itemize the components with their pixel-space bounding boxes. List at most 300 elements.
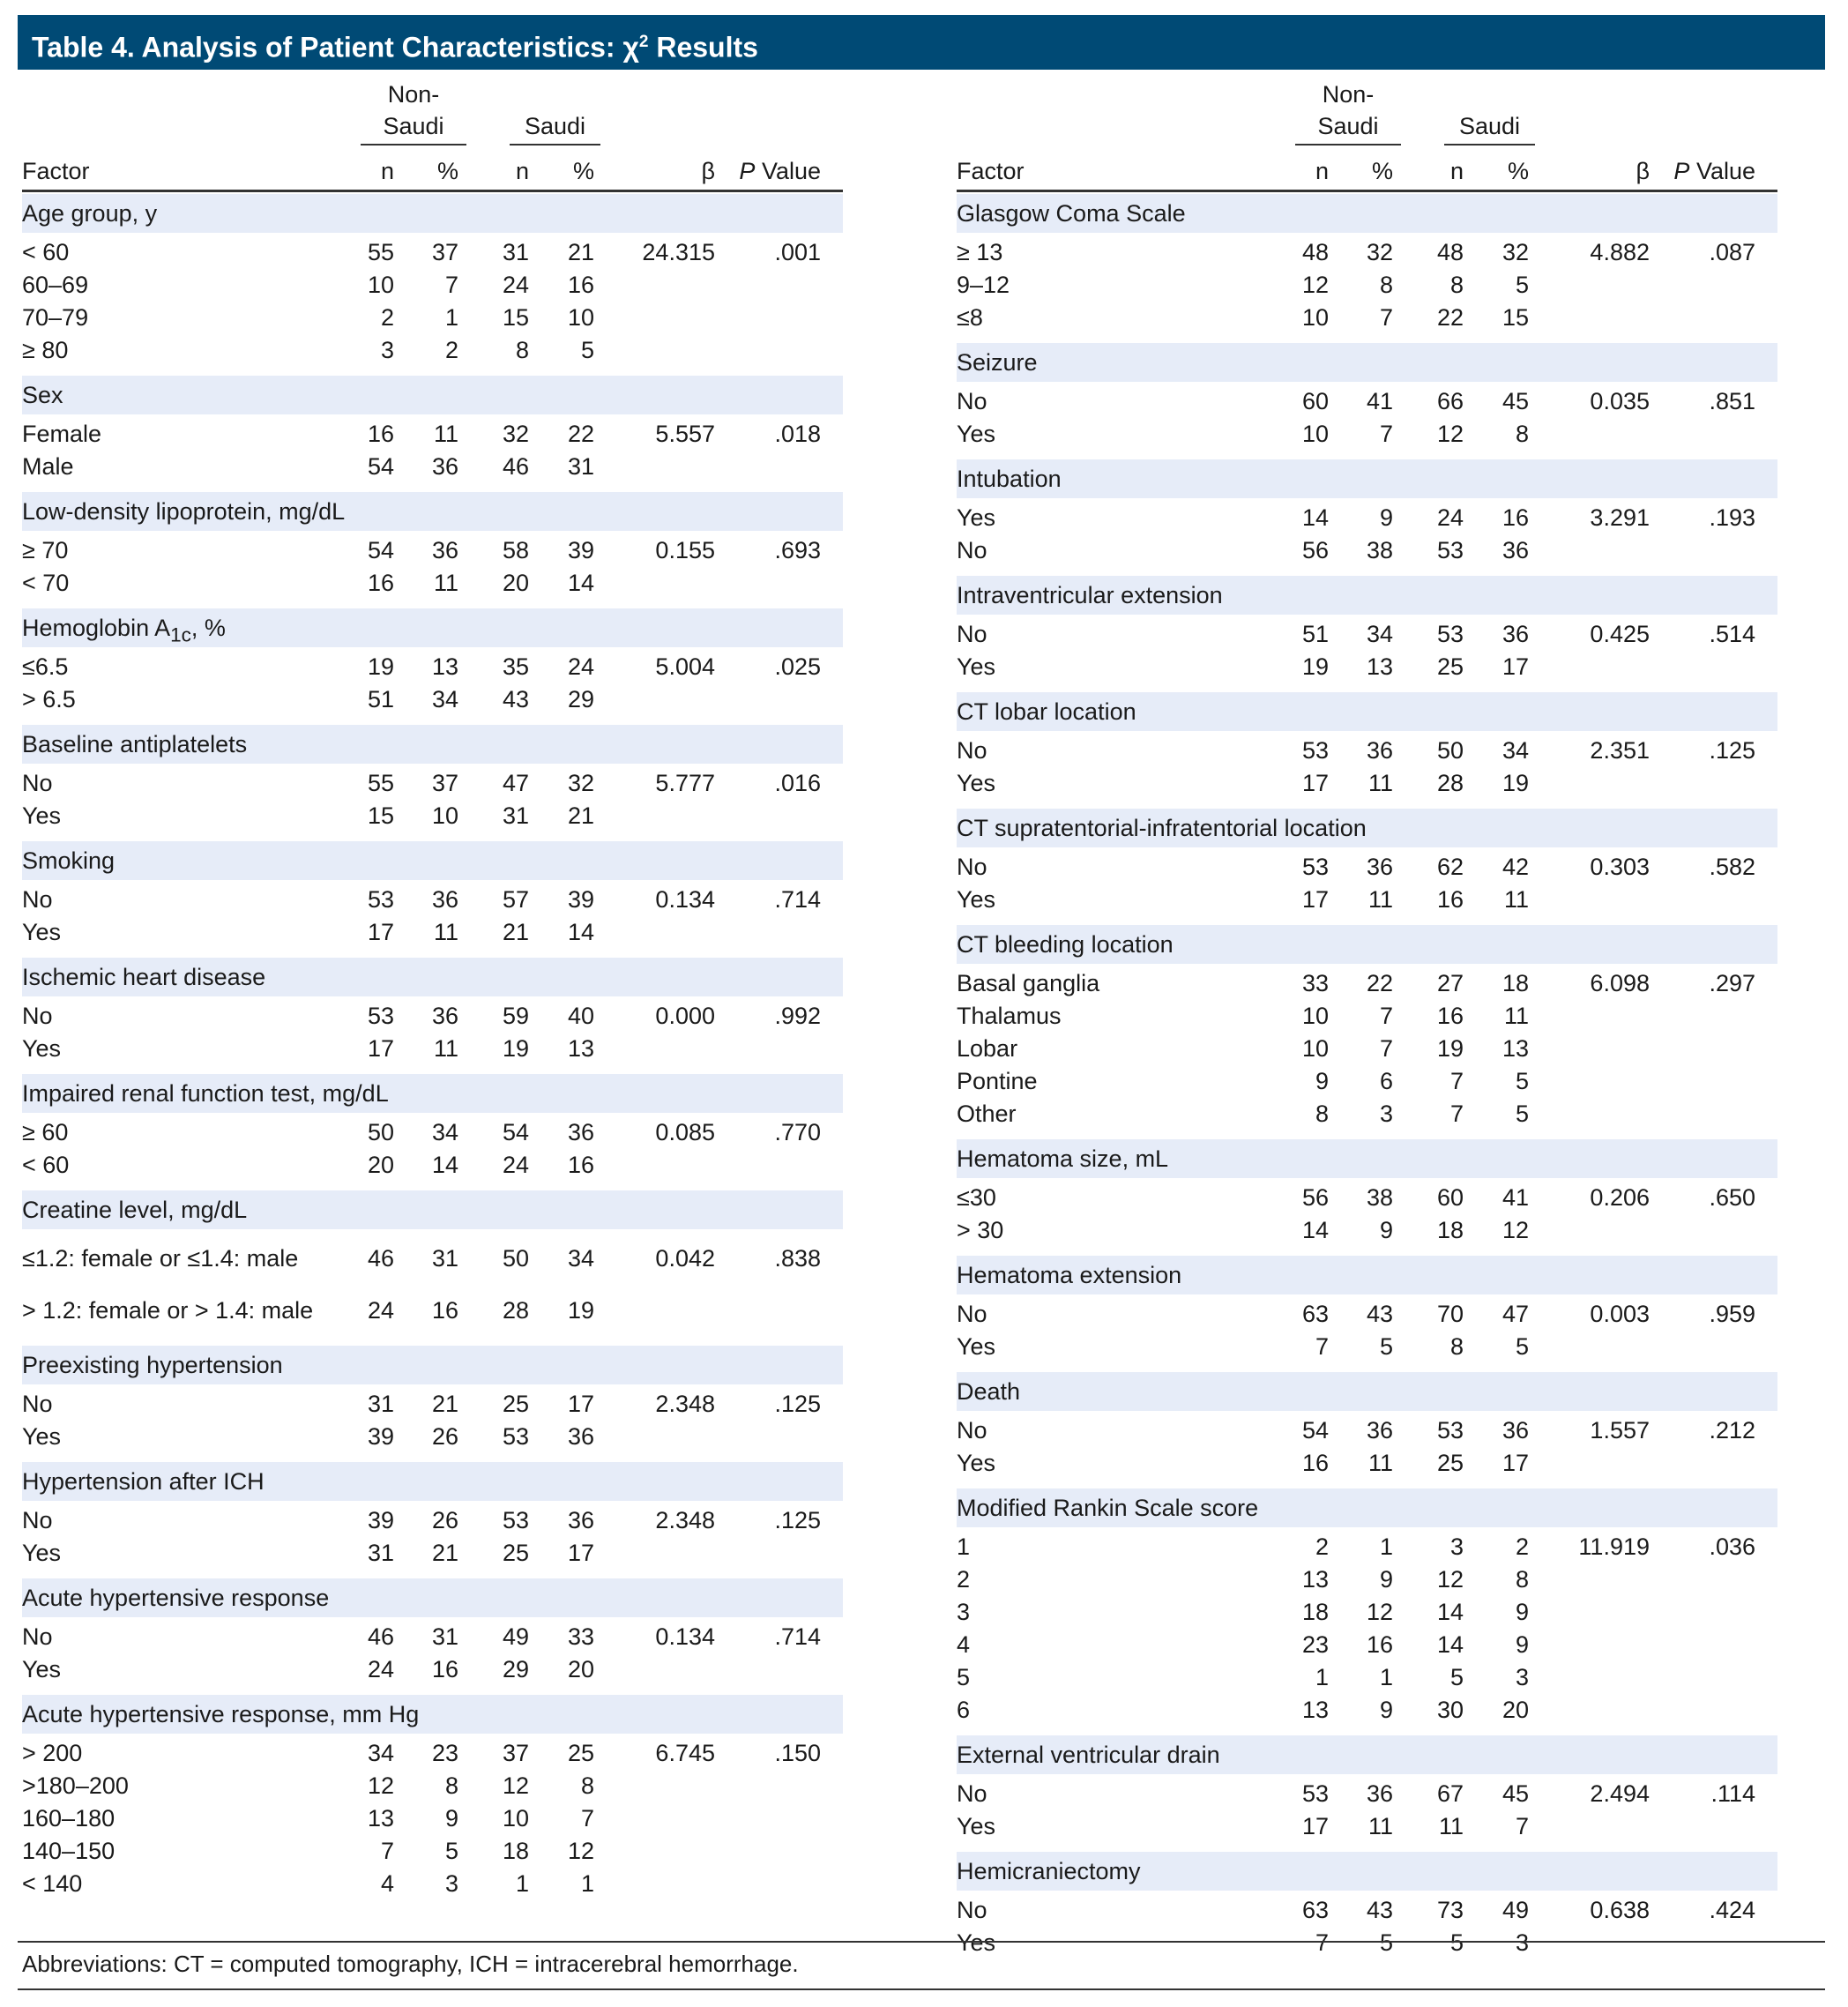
cell-nonsaudi-n: 54 xyxy=(367,453,394,480)
cell-saudi-n: 73 xyxy=(1436,1897,1464,1923)
group-title-text: Acute hypertensive response xyxy=(22,1585,330,1611)
cell-beta: 1.557 xyxy=(1590,1417,1650,1444)
cell-saudi-pct: 49 xyxy=(1502,1897,1529,1923)
table-row xyxy=(22,1000,843,1033)
cell-nonsaudi-n: 53 xyxy=(367,1003,394,1029)
cell-nonsaudi-pct: 3 xyxy=(1379,1100,1393,1127)
group-title-text: Ischemic heart disease xyxy=(22,964,266,990)
cell-saudi-pct: 36 xyxy=(567,1507,594,1533)
cell-saudi-pct: 36 xyxy=(1502,537,1529,563)
cell-saudi-pct: 9 xyxy=(1515,1599,1529,1625)
row-label: 3 xyxy=(957,1599,971,1625)
cell-saudi-pct: 40 xyxy=(567,1003,594,1029)
cell-saudi-pct: 2 xyxy=(1515,1533,1529,1560)
cell-nonsaudi-pct: 34 xyxy=(431,686,458,713)
cell-nonsaudi-n: 51 xyxy=(367,686,394,713)
cell-saudi-pct: 36 xyxy=(1502,621,1529,647)
group-title-text: Baseline antiplatelets xyxy=(22,731,248,757)
cell-beta: 2.494 xyxy=(1590,1780,1650,1807)
table-row xyxy=(22,269,843,302)
cell-nonsaudi-pct: 22 xyxy=(1366,970,1393,996)
cell-nonsaudi-n: 10 xyxy=(1301,304,1329,331)
row-label: 140–150 xyxy=(22,1838,116,1864)
cell-saudi-pct: 39 xyxy=(567,537,594,563)
table-row xyxy=(957,1694,1777,1727)
cell-beta: 0.085 xyxy=(655,1119,715,1145)
factor-group xyxy=(957,194,1777,341)
row-label: Yes xyxy=(957,421,996,447)
group-title xyxy=(957,692,1777,731)
cell-nonsaudi-pct: 16 xyxy=(431,1656,458,1682)
table-row xyxy=(957,884,1777,916)
cell-nonsaudi-n: 17 xyxy=(1301,770,1329,796)
cell-nonsaudi-pct: 11 xyxy=(433,919,458,945)
cell-p-value: .212 xyxy=(1709,1417,1755,1444)
header-p-value xyxy=(739,156,821,186)
cell-saudi-pct: 19 xyxy=(1502,770,1529,796)
table-title xyxy=(18,15,1825,70)
cell-saudi-pct: 15 xyxy=(1502,304,1529,331)
cell-p-value: .514 xyxy=(1709,621,1755,647)
cell-nonsaudi-pct: 7 xyxy=(1379,1035,1393,1062)
title-text-end: Results xyxy=(648,31,758,63)
cell-nonsaudi-pct: 38 xyxy=(1366,537,1393,563)
cell-nonsaudi-pct: 7 xyxy=(1379,304,1393,331)
cell-nonsaudi-pct: 9 xyxy=(1379,504,1393,531)
cell-saudi-pct: 45 xyxy=(1502,388,1529,414)
cell-nonsaudi-pct: 36 xyxy=(431,453,458,480)
row-label: No xyxy=(957,1780,987,1807)
cell-nonsaudi-n: 20 xyxy=(367,1152,394,1178)
cell-p-value: .297 xyxy=(1709,970,1755,996)
group-title-text: Sex xyxy=(22,382,63,408)
header-factor: Factor xyxy=(22,158,90,184)
header-saudi: Saudi xyxy=(524,113,586,139)
row-label: No xyxy=(957,1301,987,1327)
cell-saudi-n: 19 xyxy=(1436,1035,1464,1062)
table-row xyxy=(22,567,843,600)
factor-group xyxy=(957,459,1777,574)
group-title xyxy=(957,925,1777,964)
cell-saudi-pct: 9 xyxy=(1515,1631,1529,1658)
cell-saudi-pct: 39 xyxy=(567,886,594,913)
table-row xyxy=(957,1000,1777,1033)
cell-nonsaudi-n: 7 xyxy=(380,1838,394,1864)
cell-p-value: .770 xyxy=(774,1119,821,1145)
cell-saudi-n: 31 xyxy=(502,239,529,265)
cell-saudi-n: 21 xyxy=(502,919,529,945)
cell-saudi-pct: 36 xyxy=(567,1423,594,1450)
group-title xyxy=(22,841,843,880)
group-title xyxy=(22,958,843,996)
row-label: < 60 xyxy=(22,1152,70,1178)
row-label: No xyxy=(957,1897,987,1923)
cell-beta: 5.557 xyxy=(655,421,715,447)
group-title xyxy=(957,459,1777,498)
cell-saudi-n: 3 xyxy=(1449,1533,1464,1560)
cell-saudi-n: 53 xyxy=(1436,1417,1464,1444)
cell-nonsaudi-n: 7 xyxy=(1315,1929,1329,1956)
row-label: ≥ 60 xyxy=(22,1119,69,1145)
cell-nonsaudi-n: 39 xyxy=(367,1423,394,1450)
cell-nonsaudi-n: 18 xyxy=(1301,1599,1329,1625)
cell-beta: 0.425 xyxy=(1590,621,1650,647)
cell-saudi-pct: 47 xyxy=(1502,1301,1529,1327)
cell-nonsaudi-pct: 43 xyxy=(1366,1897,1393,1923)
cell-saudi-n: 53 xyxy=(1436,621,1464,647)
group-title-end: , % xyxy=(190,615,226,641)
group-title xyxy=(22,608,843,647)
row-label: < 140 xyxy=(22,1870,83,1897)
row-label: ≤8 xyxy=(957,304,983,331)
cell-saudi-n: 62 xyxy=(1436,854,1464,880)
cell-saudi-n: 7 xyxy=(1449,1100,1464,1127)
cell-saudi-n: 50 xyxy=(502,1245,529,1272)
cell-saudi-pct: 3 xyxy=(1515,1664,1529,1690)
cell-saudi-pct: 14 xyxy=(567,919,594,945)
header-beta: β xyxy=(1636,158,1650,184)
cell-beta: 0.206 xyxy=(1590,1184,1650,1211)
cell-nonsaudi-pct: 2 xyxy=(444,337,458,363)
cell-nonsaudi-pct: 11 xyxy=(1367,770,1393,796)
table-row xyxy=(22,1537,843,1570)
cell-saudi-n: 18 xyxy=(502,1838,529,1864)
group-title xyxy=(957,809,1777,847)
cell-saudi-n: 57 xyxy=(502,886,529,913)
factor-group xyxy=(22,1074,843,1189)
cell-nonsaudi-pct: 36 xyxy=(1366,1780,1393,1807)
row-label: Yes xyxy=(957,1333,996,1360)
cell-nonsaudi-n: 63 xyxy=(1301,1301,1329,1327)
cell-saudi-n: 8 xyxy=(515,337,529,363)
row-label: 5 xyxy=(957,1664,971,1690)
cell-saudi-pct: 5 xyxy=(1515,1333,1529,1360)
header-p-rest: Value xyxy=(755,158,821,184)
cell-nonsaudi-n: 8 xyxy=(1315,1100,1329,1127)
cell-nonsaudi-n: 10 xyxy=(367,272,394,298)
header-group-nonsaudi xyxy=(361,78,466,142)
header-nonsaudi-pct: % xyxy=(1371,158,1393,184)
cell-nonsaudi-n: 55 xyxy=(367,239,394,265)
table-row xyxy=(957,418,1777,451)
cell-nonsaudi-n: 9 xyxy=(1315,1068,1329,1094)
table-row xyxy=(22,1285,843,1337)
cell-saudi-n: 24 xyxy=(502,272,529,298)
cell-nonsaudi-pct: 11 xyxy=(433,570,458,596)
group-title-text: Hematoma extension xyxy=(957,1262,1182,1288)
cell-beta: 0.035 xyxy=(1590,388,1650,414)
cell-saudi-pct: 5 xyxy=(1515,1068,1529,1094)
cell-saudi-pct: 22 xyxy=(567,421,594,447)
table-row xyxy=(957,1927,1777,1959)
table-row xyxy=(957,735,1777,767)
cell-beta: 0.000 xyxy=(655,1003,715,1029)
cell-nonsaudi-n: 46 xyxy=(367,1245,394,1272)
factor-group xyxy=(957,925,1777,1138)
group-title-subscript: 1c xyxy=(170,623,191,646)
group-title xyxy=(22,194,843,233)
cell-saudi-n: 70 xyxy=(1436,1301,1464,1327)
factor-group xyxy=(957,1256,1777,1370)
header-nonsaudi-n: n xyxy=(380,158,394,184)
table-row xyxy=(22,884,843,916)
cell-saudi-n: 32 xyxy=(502,421,529,447)
cell-nonsaudi-n: 10 xyxy=(1301,1035,1329,1062)
cell-nonsaudi-pct: 9 xyxy=(1379,1697,1393,1723)
table-row xyxy=(957,1298,1777,1331)
table-row xyxy=(957,1596,1777,1629)
group-title xyxy=(957,576,1777,615)
cell-saudi-n: 24 xyxy=(502,1152,529,1178)
table-row xyxy=(957,269,1777,302)
cell-nonsaudi-n: 17 xyxy=(1301,1813,1329,1839)
cell-p-value: .714 xyxy=(774,1623,821,1650)
group-title-text: Hypertension after ICH xyxy=(22,1468,265,1495)
cell-saudi-n: 5 xyxy=(1449,1929,1464,1956)
cell-nonsaudi-n: 23 xyxy=(1301,1631,1329,1658)
factor-group xyxy=(22,608,843,723)
cell-saudi-n: 25 xyxy=(1436,1450,1464,1476)
cell-saudi-n: 14 xyxy=(1436,1599,1464,1625)
table-row xyxy=(957,651,1777,683)
cell-saudi-pct: 13 xyxy=(567,1035,594,1062)
cell-p-value: .650 xyxy=(1709,1184,1755,1211)
cell-saudi-n: 30 xyxy=(1436,1697,1464,1723)
group-title-text: Preexisting hypertension xyxy=(22,1352,283,1378)
cell-nonsaudi-n: 12 xyxy=(367,1772,394,1799)
cell-nonsaudi-pct: 32 xyxy=(1366,239,1393,265)
cell-nonsaudi-pct: 34 xyxy=(1366,621,1393,647)
cell-nonsaudi-n: 39 xyxy=(367,1507,394,1533)
table-row xyxy=(957,851,1777,884)
cell-p-value: .114 xyxy=(1710,1780,1755,1807)
row-label: ≥ 70 xyxy=(22,537,69,563)
footer-rule-bottom xyxy=(18,1988,1825,1990)
cell-beta: 4.882 xyxy=(1590,239,1650,265)
cell-saudi-n: 67 xyxy=(1436,1780,1464,1807)
cell-saudi-n: 27 xyxy=(1436,970,1464,996)
table-row xyxy=(22,651,843,683)
group-title-text: Age group, y xyxy=(22,200,158,227)
cell-saudi-n: 18 xyxy=(1436,1217,1464,1243)
cell-saudi-pct: 42 xyxy=(1502,854,1529,880)
table-row xyxy=(22,1868,843,1900)
table-row xyxy=(957,1214,1777,1247)
header-group-underline xyxy=(510,144,600,145)
cell-nonsaudi-n: 53 xyxy=(1301,854,1329,880)
factor-group xyxy=(22,1578,843,1693)
cell-p-value: .036 xyxy=(1709,1533,1755,1560)
cell-nonsaudi-pct: 23 xyxy=(431,1740,458,1766)
cell-nonsaudi-pct: 7 xyxy=(1379,1003,1393,1029)
row-label: 4 xyxy=(957,1631,971,1658)
table-row xyxy=(957,385,1777,418)
table-row xyxy=(957,1810,1777,1843)
group-title-text: Acute hypertensive response, mm Hg xyxy=(22,1701,420,1727)
header-group-underline xyxy=(1295,144,1401,145)
group-title-text: CT bleeding location xyxy=(957,931,1174,958)
factor-group xyxy=(957,809,1777,923)
table-row xyxy=(957,967,1777,1000)
cell-beta: 11.919 xyxy=(1578,1533,1650,1560)
cell-saudi-pct: 1 xyxy=(580,1870,594,1897)
cell-saudi-n: 58 xyxy=(502,537,529,563)
cell-beta: 5.004 xyxy=(655,653,715,680)
cell-p-value: .193 xyxy=(1709,504,1755,531)
group-title xyxy=(957,1256,1777,1294)
row-label: 2 xyxy=(957,1566,971,1593)
cell-p-value: .838 xyxy=(774,1245,821,1272)
factor-group xyxy=(957,343,1777,458)
cell-nonsaudi-pct: 41 xyxy=(1366,388,1393,414)
cell-nonsaudi-pct: 7 xyxy=(1379,421,1393,447)
cell-saudi-pct: 17 xyxy=(1502,653,1529,680)
cell-saudi-n: 19 xyxy=(502,1035,529,1062)
row-label: Yes xyxy=(957,653,996,680)
cell-p-value: .018 xyxy=(774,421,821,447)
row-label: ≤1.2: female or ≤1.4: male xyxy=(22,1245,299,1272)
cell-saudi-n: 25 xyxy=(502,1540,529,1566)
cell-saudi-pct: 5 xyxy=(580,337,594,363)
group-title-text: Impaired renal function test, mg/dL xyxy=(22,1080,389,1107)
cell-nonsaudi-pct: 37 xyxy=(431,770,458,796)
cell-beta: 0.003 xyxy=(1590,1301,1650,1327)
cell-saudi-n: 43 xyxy=(502,686,529,713)
cell-saudi-n: 66 xyxy=(1436,388,1464,414)
cell-saudi-n: 60 xyxy=(1436,1184,1464,1211)
table-row xyxy=(22,1621,843,1653)
table-row xyxy=(22,1802,843,1835)
table-row xyxy=(957,534,1777,567)
cell-saudi-pct: 3 xyxy=(1515,1929,1529,1956)
cell-nonsaudi-pct: 5 xyxy=(444,1838,458,1864)
cell-p-value: .714 xyxy=(774,886,821,913)
group-title xyxy=(22,1695,843,1734)
factor-group xyxy=(22,1462,843,1577)
cell-nonsaudi-pct: 36 xyxy=(1366,737,1393,764)
row-label: No xyxy=(957,388,987,414)
title-text: Table 4. Analysis of Patient Characteristics: χ xyxy=(32,31,639,63)
cell-saudi-pct: 5 xyxy=(1515,272,1529,298)
cell-saudi-pct: 31 xyxy=(567,453,594,480)
cell-beta: 5.777 xyxy=(655,770,715,796)
header-saudi-n: n xyxy=(515,158,529,184)
row-label: Yes xyxy=(957,770,996,796)
table-row xyxy=(22,1504,843,1537)
cell-p-value: .125 xyxy=(1709,737,1755,764)
row-label: Female xyxy=(22,421,102,447)
cell-saudi-pct: 10 xyxy=(567,304,594,331)
cell-beta: 0.155 xyxy=(655,537,715,563)
cell-beta: 2.348 xyxy=(655,1391,715,1417)
cell-saudi-pct: 5 xyxy=(1515,1100,1529,1127)
cell-nonsaudi-pct: 1 xyxy=(444,304,458,331)
factor-group xyxy=(22,841,843,956)
cell-nonsaudi-pct: 11 xyxy=(1367,1813,1393,1839)
row-label: >180–200 xyxy=(22,1772,129,1799)
cell-saudi-n: 15 xyxy=(502,304,529,331)
table-row xyxy=(22,334,843,367)
cell-beta: 0.134 xyxy=(655,1623,715,1650)
cell-nonsaudi-n: 19 xyxy=(367,653,394,680)
row-label: Basal ganglia xyxy=(957,970,1100,996)
cell-nonsaudi-pct: 26 xyxy=(431,1423,458,1450)
row-label: ≥ 80 xyxy=(22,337,69,363)
header-nonsaudi-line1: Non- xyxy=(1322,81,1375,108)
cell-saudi-n: 11 xyxy=(1438,1813,1464,1839)
cell-saudi-pct: 8 xyxy=(580,1772,594,1799)
table-row xyxy=(22,1770,843,1802)
cell-saudi-pct: 45 xyxy=(1502,1780,1529,1807)
table-row xyxy=(957,1661,1777,1694)
table-row xyxy=(22,1421,843,1453)
factor-group xyxy=(957,1139,1777,1254)
cell-saudi-pct: 17 xyxy=(567,1540,594,1566)
group-title-text: Intraventricular extension xyxy=(957,582,1223,608)
cell-nonsaudi-n: 14 xyxy=(1301,1217,1329,1243)
row-label: No xyxy=(957,854,987,880)
cell-nonsaudi-n: 54 xyxy=(367,537,394,563)
cell-saudi-n: 8 xyxy=(1449,1333,1464,1360)
row-label: 60–69 xyxy=(22,272,89,298)
table-row xyxy=(957,1563,1777,1596)
table-row xyxy=(22,767,843,800)
table-row xyxy=(957,1531,1777,1563)
header-group-saudi xyxy=(1444,110,1535,142)
row-label: 6 xyxy=(957,1697,971,1723)
cell-saudi-n: 7 xyxy=(1449,1068,1464,1094)
factor-group xyxy=(957,1735,1777,1850)
header-group-underline xyxy=(1444,144,1535,145)
cell-saudi-pct: 32 xyxy=(567,770,594,796)
row-label: Male xyxy=(22,453,74,480)
cell-p-value: .001 xyxy=(774,239,821,265)
cell-p-value: .016 xyxy=(774,770,821,796)
table-row xyxy=(22,1388,843,1421)
group-title-text: External ventricular drain xyxy=(957,1742,1220,1768)
cell-p-value: .125 xyxy=(774,1391,821,1417)
group-title-text: Modified Rankin Scale score xyxy=(957,1495,1259,1521)
group-title xyxy=(22,376,843,414)
cell-nonsaudi-pct: 9 xyxy=(1379,1566,1393,1593)
header-saudi-pct: % xyxy=(572,158,594,184)
cell-saudi-n: 16 xyxy=(1436,886,1464,913)
row-label: Pontine xyxy=(957,1068,1038,1094)
cell-nonsaudi-n: 53 xyxy=(1301,1780,1329,1807)
group-title-text: Smoking xyxy=(22,847,116,874)
cell-beta: 24.315 xyxy=(642,239,715,265)
cell-nonsaudi-n: 24 xyxy=(367,1656,394,1682)
row-label: < 60 xyxy=(22,239,70,265)
cell-nonsaudi-pct: 16 xyxy=(1366,1631,1393,1658)
cell-saudi-pct: 17 xyxy=(1502,1450,1529,1476)
row-label: Lobar xyxy=(957,1035,1018,1062)
cell-nonsaudi-n: 17 xyxy=(1301,886,1329,913)
header-nonsaudi-line2: Saudi xyxy=(383,113,444,139)
cell-nonsaudi-n: 13 xyxy=(1301,1697,1329,1723)
cell-nonsaudi-n: 13 xyxy=(1301,1566,1329,1593)
row-label: 9–12 xyxy=(957,272,1010,298)
table-row xyxy=(22,418,843,451)
cell-beta: 6.098 xyxy=(1590,970,1650,996)
cell-nonsaudi-n: 63 xyxy=(1301,1897,1329,1923)
factor-group xyxy=(22,194,843,374)
cell-p-value: .087 xyxy=(1709,239,1755,265)
left-table xyxy=(22,70,843,1907)
cell-p-value: .424 xyxy=(1709,1897,1755,1923)
cell-nonsaudi-n: 1 xyxy=(1315,1664,1329,1690)
row-label: Yes xyxy=(22,919,62,945)
